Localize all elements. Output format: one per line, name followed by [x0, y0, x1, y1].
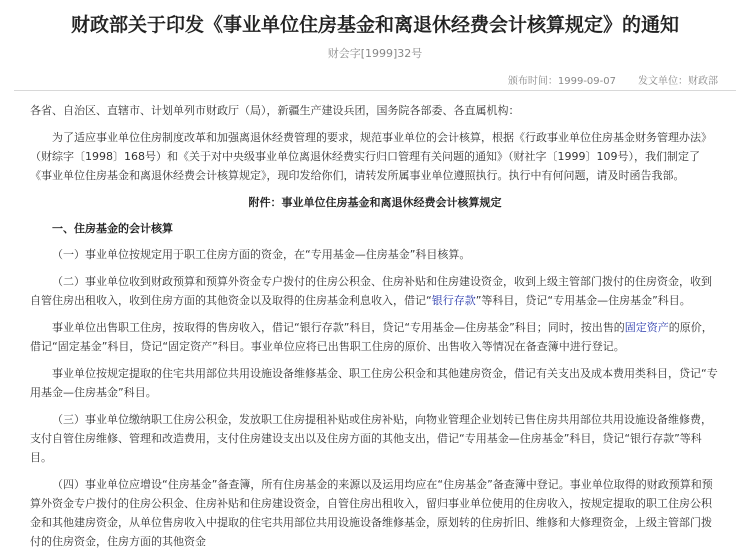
paragraph-3-text-b: 的原价，借记“固定基金”科目，贷记“固定资产”科目。事业单位应将已出售职工住房的原价、出售收入等情况在备查簿中进行登记。: [30, 321, 713, 353]
paragraph-2-text-b: ”等科目，贷记“专用基金—住房基金”科目。: [475, 294, 691, 307]
page-title: 财政部关于印发《事业单位住房基金和离退休经费会计核算规定》的通知: [70, 14, 679, 36]
annex-title: 附件：事业单位住房基金和离退休经费会计核算规定: [248, 196, 502, 209]
issuer-label: 发文单位：: [638, 76, 688, 87]
publish-time-label: 颁布时间：: [507, 76, 558, 87]
fixed-assets-link[interactable]: 固定资产: [624, 321, 669, 334]
paragraph-3: [30, 318, 720, 356]
issuer: 财政部: [688, 76, 718, 87]
intro-paragraph: 为了适应事业单位住房制度改革和加强离退休经费管理的要求，规范事业单位的会计核算，根据《行政事业单位住房基金财务管理办法》（财综字〔1998〕168号）和《关于对中央级事业单位离退休经费实行归口管理有关问题的通知》（财社字〔1999〕109号），我们制定了《事业单位住房基金和离退休经费会计核算规定》，现印发给你们，请转发所属事业单位遵照执行。执行中有何问题，请及时函告我部。: [30, 131, 712, 182]
document-body: [30, 101, 720, 559]
bank-deposit-link[interactable]: 银行存款: [431, 294, 476, 307]
paragraph-3-text-a: 事业单位出售职工住房，按取得的售房收入，借记“银行存款”科目，贷记“专用基金—住房基金”科目；同时，按出售的: [52, 321, 625, 334]
paragraph-5: （三）事业单位缴纳职工住房公积金，发放职工住房提租补贴或住房补贴，向物业管理企业划转已售住房共用部位共用设施设备维修费，支付自管住房维修、管理和改造费用，支付住房建设支出以及住房方面的其他支出，借记“专用基金—住房基金”科目，贷记“银行存款”等科目。: [30, 413, 712, 464]
paragraph-2: [30, 272, 720, 310]
document-number: 财会字[1999]32号: [327, 47, 423, 60]
paragraph-2-text-a: （二）事业单位收到财政预算和预算外资金专户拨付的住房公积金、住房补贴和住房建设资金，收到上级主管部门拨付的住房资金，收到自管住房出租收入，收到住房方面的其他资金以及取得的住房基金利息收入，借记“: [30, 275, 712, 307]
document-meta: [508, 72, 718, 87]
section-heading-housing-fund: 一、住房基金的会计核算: [52, 222, 173, 235]
salutation: 各省、自治区、直辖市、计划单列市财政厅（局），新疆生产建设兵团，国务院各部委、各直属机构：: [30, 104, 520, 117]
paragraph-6: （四）事业单位应增设“住房基金”备查簿，所有住房基金的来源以及运用均应在“住房基金”备查簿中登记。事业单位取得的财政预算和预算外资金专户拨付的住房公积金、住房补贴和住房建设资金，自管住房出租收入，留归事业单位使用的住房收入，按规定提取的职工住房公积金和其他建房资金，从单位售房收入中提取的住宅共用部位共用设施设备维修基金，原划转的住房折旧、维修和大修理资金，上级主管部门拨付的住房资金，住房方面的其他资金: [30, 478, 713, 548]
header-divider: [14, 90, 736, 91]
publish-time: 1999-09-07: [557, 76, 616, 87]
paragraph-4: 事业单位按规定提取的住宅共用部位共用设施设备维修基金、职工住房公积金和其他建房资金，借记有关支出及成本费用类科目，贷记“专用基金—住房基金”科目。: [30, 367, 718, 399]
paragraph-1: （一）事业单位按规定用于职工住房方面的资金，在“专用基金—住房基金”科目核算。: [52, 248, 471, 261]
